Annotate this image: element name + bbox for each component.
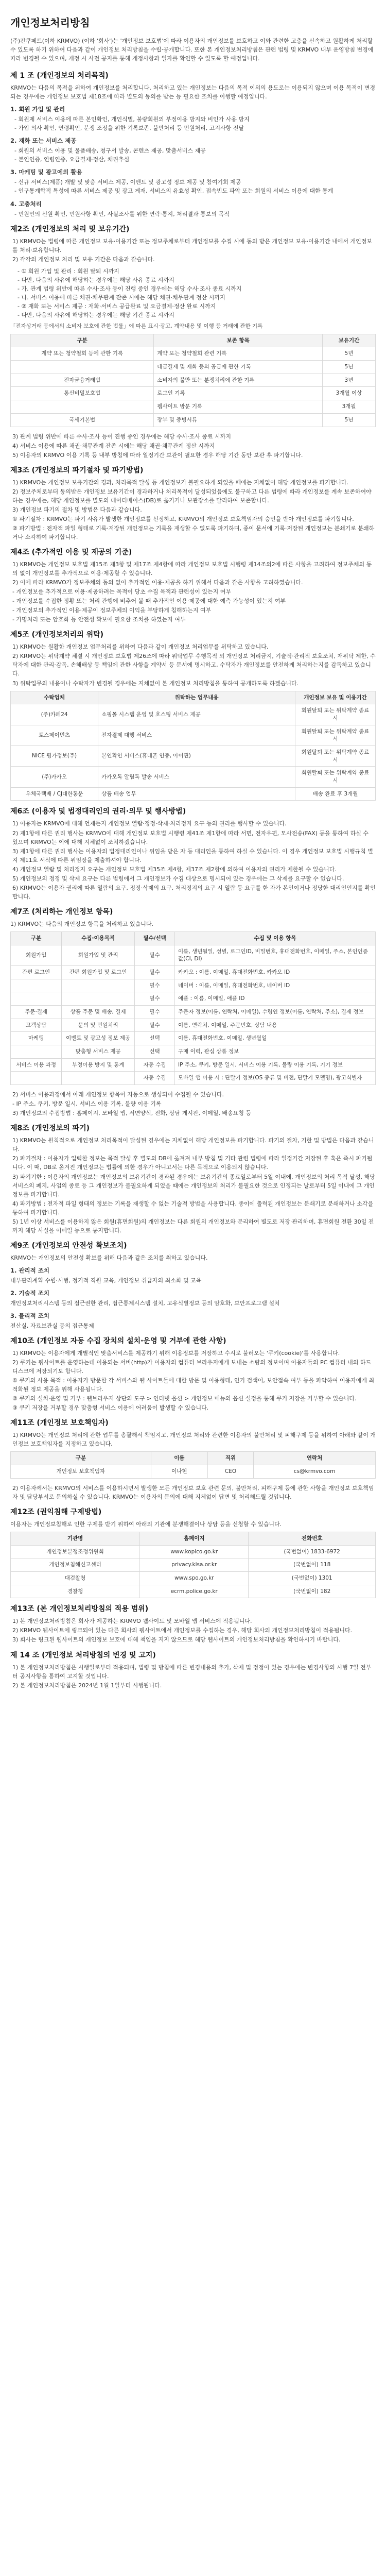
table-cell: privacy.kisa.or.kr [140,1558,249,1572]
table-cell [62,979,135,992]
table-row [11,347,376,361]
table-row [11,413,376,427]
table-cell: 회원가입 [11,945,62,965]
table-header: 이름 [151,1452,207,1465]
table-cell: 로그인 기록 [154,387,323,400]
table-row [11,704,376,725]
section-11 [10,1417,376,1501]
list-item: 1) 본 개인정보처리방침은 회사가 제공하는 KRMVO 웹사이트 및 모바일 앱 서비스에 적용됩니다. [12,1618,252,1625]
section-13 [10,1603,376,1644]
remedy-table [10,1532,376,1598]
table-cell: 필수 [135,945,175,965]
section-heading: 제3조 (개인정보의 파기절차 및 파기방법) [10,466,144,474]
table-cell: 카카오 : 이름, 이메일, 휴대전화번호, 카카오 ID [175,965,376,979]
table-cell: 웹사이트 방문 기록 [154,400,323,414]
table-cell: 3개월 이상 [322,387,375,400]
table-header: 개인정보 보유 및 이용기간 [295,691,376,704]
list-item: 2) 이용자께서는 KRMVO의 서비스를 이용하시면서 발생한 모든 개인정보 보호 관련 문의, 불만처리, 피해구제 등에 관한 사항을 개인정보 보호책임자 및 담당부서로 문의하실 수 있습니다. KRMVO는 이용자의 문의에 대해 지체없이 답변 및 처리해드릴 것입니다. [12,1484,374,1500]
section-4 [10,547,376,624]
list-item: 5) 이용자의 KRMVO 이용 기록 등 내부 방침에 따라 일정기간 보관이 필요한 경우 해당 기간 동안 보관 후 파기합니다. [12,451,303,459]
table-header: 구분 [11,931,62,945]
table-cell: 고객상담 [11,1019,62,1032]
list-item: 3) 개인정보의 수집방법 : 홈페이지, 모바일 앱, 서면양식, 전화, 상담 게시판, 이메일, 배송요청 등 [12,1110,251,1117]
change-list [10,1663,376,1690]
table-cell: 토스페이먼츠 [11,725,98,745]
section-heading: 제8조 (개인정보의 파기) [10,1124,90,1133]
table-cell: 대검찰청 [11,1572,140,1585]
table-cell: 이나현 [151,1465,207,1479]
table-header: 필수/선택 [135,931,175,945]
list-item: - 개인정보를 추가적으로 이용·제공하려는 목적이 당초 수집 목적과 관련성이 있는지 여부 [12,588,231,596]
safety-measure-title: 2. 기술적 조치 [10,1289,49,1297]
list-item: 3) 제1항에 따른 권리 행사는 이용자의 법정대리인이나 위임을 받은 자 등 대리인을 통하여 하실 수 있습니다. 이 경우 개인정보 보호법 시행규칙 별지 제11호 서식에 따른 위임장을 제출하셔야 합니다. [12,848,373,863]
table-cell [11,1045,62,1059]
outsourcing-table [10,691,376,801]
table-cell: 필수 [135,965,175,979]
list-item: 1) 이용자는 KRMVO에 대해 언제든지 개인정보 열람·정정·삭제·처리정지 요구 등의 권리를 행사할 수 있습니다. [12,820,287,827]
list-item: 2) 이에 따라 KRMVO가 정보주체의 동의 없이 추가적인 이용·제공을 하기 위해서 다음과 같은 사항을 고려하였습니다. [12,579,303,586]
table-cell: 장부 및 증빙서류 [154,413,323,427]
list-item: 1) KRMVO는 개인정보 처리에 관한 업무를 총괄해서 책임지고, 개인정보 처리와 관련한 이용자의 불만처리 및 피해구제 등을 위하여 아래와 같이 개인정보 보호책임자를 지정하고 있습니다. [12,1432,376,1448]
section-heading: 제11조 (개인정보 보호책임자) [10,1419,109,1428]
table-cell: 주문·결제 [11,1006,62,1019]
list-item: - ② 재화 또는 서비스 제공 : 재화·서비스 공급완료 및 요금결제·정산 완료 시까지 [17,302,376,311]
list-item: 2) 서비스 이용과정에서 아래 개인정보 항목이 자동으로 생성되어 수집될 수 있습니다. [12,1091,224,1098]
table-cell: 5년 [322,361,375,374]
list-item: 6) KRMVO는 이용자 권리에 따른 열람의 요구, 정정·삭제의 요구, 처리정지의 요구 시 열람 등 요구를 한 자가 본인이거나 정당한 대리인인지를 확인합니다. [12,884,376,900]
section-3 [10,465,376,541]
list-item: ① 쿠키의 사용 목적 : 이용자가 방문한 각 서비스와 웹 사이트들에 대한 방문 및 이용형태, 인기 검색어, 보안접속 여부 등을 파악하여 이용자에게 최적화된 정보 제공을 위해 사용됩니다. [12,1377,375,1393]
list-item: 3) 회사는 링크된 웹사이트의 개인정보 보호에 대해 책임을 지지 않으므로 해당 웹사이트의 개인정보처리방침을 확인하시기 바랍니다. [12,1636,341,1643]
list-item: ③ 쿠키 저장을 거부할 경우 맞춤형 서비스 이용에 어려움이 발생할 수 있습니다. [12,1404,209,1412]
table-cell: (국번없이) 1833-6972 [249,1545,376,1558]
list-item: 2) 본 개인정보처리방침은 2024년 1월 1일부터 시행됩니다. [12,1682,162,1689]
list-item: ② 파기방법 : 전자적 파일 형태로 기록·저장된 개인정보는 기록을 재생할 수 없도록 파기하며, 종이 문서에 기록·저장된 개인정보는 분쇄기로 분쇄하거나 소각하여 파기합니다. [12,524,375,540]
rights-list [10,819,376,901]
collected-after-list [10,1090,376,1117]
purpose-item [10,105,376,132]
table-cell: 간편 회원가입 및 로그인 [62,965,135,979]
table-cell: 맞춤형 서비스 제공 [62,1045,135,1059]
section-12 [10,1506,376,1598]
list-item: 2) KRMVO는 위탁계약 체결 시 개인정보 보호법 제26조에 따라 위탁업무 수행목적 외 개인정보 처리금지, 기술적·관리적 보호조치, 재위탁 제한, 수탁자에 대한 관리·감독, 손해배상 등 책임에 관한 사항을 계약서 등 문서에 명시하고, 수탁자가 개인정보를 안전하게 처리하는지를 감독하고 있습니다. [12,653,376,677]
table-cell: 3개월 [322,400,375,414]
officer-after-list [10,1484,376,1501]
list-item: 2) KRMVO 웹사이트에 링크되어 있는 다른 회사의 웹사이트에서 개인정보를 수집하는 경우, 해당 회사의 개인정보처리방침이 적용됩니다. [12,1627,353,1634]
table-cell: 상품 주문 및 배송, 결제 [62,1006,135,1019]
section-9 [10,1240,376,1330]
table-cell: 전자결제 대행 서비스 [98,725,295,745]
table-row [11,1058,376,1072]
table-cell: 쇼핑몰 시스템 운영 및 호스팅 서비스 제공 [98,704,295,725]
purpose-item-title: 2. 재화 또는 서비스 제공 [10,137,77,145]
table-cell: 이름, 휴대전화번호, 이메일, 생년월일 [175,1032,376,1045]
table-cell: 주문자 정보(이름, 연락처, 이메일), 수령인 정보(이름, 연락처, 주소), 결제 정보 [175,1006,376,1019]
table-cell: 본인확인 서비스(휴대폰 인증, 아이핀) [98,746,295,767]
page-title: 개인정보처리방침 [10,16,90,29]
table-cell [11,979,62,992]
list-item: 1) KRMVO는 법령에 따른 개인정보 보유·이용기간 또는 정보주체로부터 개인정보를 수집 시에 동의 받은 개인정보 보유·이용기간 내에서 개인정보를 처리·보유합니다. [12,238,372,253]
list-item: 1) KRMVO는 원활한 개인정보 업무처리를 위하여 다음과 같이 개인정보 처리업무를 위탁하고 있습니다. [12,643,269,651]
table-cell [11,992,62,1006]
table-cell: 대금결제 및 재화 등의 공급에 관한 기록 [154,361,323,374]
table-header: 전화번호 [249,1532,376,1545]
table-cell: 우체국택배 / CJ대한통운 [11,787,98,801]
section-2 [10,224,376,460]
table-row [11,746,376,767]
table-cell: 계약 또는 청약철회 등에 관한 기록 [11,347,154,361]
table-cell: 회원탈퇴 또는 위탁계약 종료 시 [295,725,376,745]
list-item: - 개인정보를 수집한 정황 또는 처리 관행에 비추어 볼 때 추가적인 이용·제공에 대한 예측 가능성이 있는지 여부 [12,598,286,605]
table-row [11,787,376,801]
list-item: 5) 1년 이상 서비스를 이용하지 않은 회원(휴면회원)의 개인정보는 다른 회원의 개인정보와 분리하여 별도로 저장·관리하며, 휴면회원 전환 30일 전까지 해당 사실을 이메일 등으로 통지합니다. [12,1218,374,1234]
list-item: 1) KRMVO는 개인정보 보유기간의 경과, 처리목적 달성 등 개인정보가 불필요하게 되었을 때에는 지체없이 해당 개인정보를 파기합니다. [12,479,348,486]
list-item: 3) 위탁업무의 내용이나 수탁자가 변경될 경우에는 지체없이 본 개인정보 처리방침을 통하여 공개하도록 하겠습니다. [12,680,299,687]
safety-measure [10,1289,376,1308]
list-item: 2) 파기절차 : 이용자가 입력한 정보는 목적 달성 후 별도의 DB에 옮겨져 내부 방침 및 기타 관련 법령에 따라 일정기간 저장된 후 혹은 즉시 파기됩니다. 이 때, DB로 옮겨진 개인정보는 법률에 의한 경우가 아니고서는 다른 목적으로 이용되지 않습니다. [12,1155,373,1171]
table-cell: 통신비밀보호법 [11,387,154,400]
purpose-item [10,137,376,164]
section-paragraph: KRMVO는 개인정보의 안전성 확보를 위해 다음과 같은 조치를 취하고 있습니다. [10,1254,208,1261]
table-cell: 부정이용 방지 및 통계 [62,1058,135,1072]
section-paragraph: 이용자는 개인정보침해로 인한 구제를 받기 위하여 아래의 기관에 분쟁해결이나 상담 등을 신청할 수 있습니다. [10,1520,282,1528]
table-cell: 필수 [135,979,175,992]
table-cell: 회원탈퇴 또는 위탁계약 종료 시 [295,767,376,787]
table-header: 보존 항목 [154,334,323,347]
table-cell [62,992,135,1006]
table-cell: 상품 배송 업무 [98,787,295,801]
purpose-item-lines [10,115,376,132]
table-header: 구분 [11,1452,151,1465]
list-item: 4) 개인정보 열람 및 처리정지 요구는 개인정보 보호법 제35조 제4항, 제37조 제2항에 의하여 이용자의 권리가 제한될 수 있습니다. [12,866,337,873]
section-heading: 제10조 (개인정보 자동 수집 장치의 설치·운영 및 거부에 관한 사항) [10,1337,226,1346]
section-heading: 제9조 (개인정보의 안전성 확보조치) [10,1241,127,1250]
table-cell: (국번없이) 118 [249,1558,376,1572]
collected-items-table [10,931,376,1085]
safety-measure-text: 내부관리계획 수립·시행, 정기적 직원 교육, 개인정보 취급자의 최소화 및 교육 [10,1277,202,1284]
section-heading: 제 1 조 (개인정보의 처리목적) [10,72,109,80]
list-item: 1) KRMVO는 개인정보 보호법 제15조 제3항 및 제17조 제4항에 따라 개인정보 보호법 시행령 제14조의2에 따른 사항을 고려하여 정보주체의 동의 없이 개인정보를 추가적으로 이용·제공할 수 있습니다. [12,561,372,577]
retention-list [10,237,376,264]
table-row [11,945,376,965]
list-item: 4) 파기방법 : 전자적 파일 형태의 정보는 기록을 재생할 수 없는 기술적 방법을 사용합니다. 종이에 출력된 개인정보는 분쇄기로 분쇄하거나 소각을 통하여 파기합니다. [12,1200,374,1216]
table-header: 보유기간 [322,334,375,347]
table-row [11,1585,376,1598]
list-item: - 회원의 서비스 이용 및 물품배송, 청구서 발송, 콘텐츠 제공, 맞춤서비스 제공 [14,146,376,155]
table-cell: (주)카페24 [11,704,98,725]
table-cell: 경찰청 [11,1585,140,1598]
table-cell: 카카오톡 알림톡 발송 서비스 [98,767,295,787]
table-row [11,1465,376,1479]
list-item: - IP 주소, 쿠키, 방문 일시, 서비스 이용 기록, 불량 이용 기록 [12,1100,162,1108]
cookie-list [10,1349,376,1412]
section-14 [10,1650,376,1690]
table-cell: 국세기본법 [11,413,154,427]
section-10 [10,1335,376,1412]
purpose-item [10,200,376,218]
list-item: 3) 파기기한 : 이용자의 개인정보는 개인정보의 보유기간이 경과된 경우에는 보유기간의 종료일로부터 5일 이내에, 개인정보의 처리 목적 달성, 해당 서비스의 폐지, 사업의 종료 등 그 개인정보가 불필요하게 되었을 때에는 개인정보의 처리가 불필요한 것으로 인정되는 날로부터 5일 이내에 그 개인정보를 파기합니다. [12,1173,375,1198]
list-item: 2) 제1항에 따른 권리 행사는 KRMVO에 대해 개인정보 보호법 시행령 제41조 제1항에 따라 서면, 전자우편, 모사전송(FAX) 등을 통하여 하실 수 있으며 KRMVO는 이에 대해 지체없이 조치하겠습니다. [12,829,369,845]
table-row [11,1045,376,1059]
intro-text: (주)칸쿠페트(이하 KRMVO) (이하 '회사')는 '개인정보 보호법'에 따라 이용자의 개인정보를 보호하고 이와 관련한 고충을 신속하고 원활하게 처리할 수 있도록 하기 위하여 다음과 같이 개인정보 처리방침을 수립·공개합니다. 또한 본 개인정보처리방침은 관련 법령 및 KRMVO 내부 운영방침 변경에 따라 변경될 수 있으며, 개정 시 사전 공지를 통해 개정사항과 일자를 확인할 수 있도록 할 예정입니다. [10,38,374,62]
table-cell: (주)카카오 [11,767,98,787]
table-row [11,767,376,787]
retention-table [10,334,376,427]
table-cell: IP 주소, 쿠키, 방문 일시, 서비스 이용 기록, 불량 이용 기록, 기기 정보 [175,1058,376,1072]
purpose-item-lines [10,210,376,218]
section-heading: 제6조 (이용자 및 법정대리인의 권리·의무 및 행사방법) [10,807,186,816]
table-row [11,1072,376,1085]
purpose-item-title: 4. 고충처리 [10,200,42,208]
list-item: - 인구통계학적 특성에 따른 서비스 제공 및 광고 게재, 서비스의 유효성 확인, 접속빈도 파악 또는 회원의 서비스 이용에 대한 통계 [14,187,376,195]
list-item: - 개인정보의 추가적인 이용·제공이 정보주체의 이익을 부당하게 침해하는지 여부 [12,607,212,614]
list-item: 1) 본 개인정보처리방침은 시행일로부터 적용되며, 법령 및 방침에 따른 변경내용의 추가, 삭제 및 정정이 있는 경우에는 변경사항의 시행 7일 전부터 공지사항을 통하여 고지할 것입니다. [12,1664,372,1680]
table-header: 구분 [11,334,154,347]
section-heading: 제 14 조 (개인정보 처리방침의 변경 및 고지) [10,1651,156,1659]
table-row [11,1006,376,1019]
purpose-item-title: 1. 회원 가입 및 관리 [10,106,65,113]
table-header: 수집 및 이용 항목 [175,931,376,945]
additional-use-list [10,560,376,624]
table-cell: 자동 수집 [135,1058,175,1072]
retention-sub-list [10,267,376,319]
table-cell: 3년 [322,374,375,387]
list-item: 1) KRMVO는 이용자에게 개별적인 맞춤서비스를 제공하기 위해 이용정보를 저장하고 수시로 불러오는 '쿠키(cookie)'를 사용합니다. [12,1350,340,1357]
table-cell [62,1072,135,1085]
table-cell: CEO [207,1465,253,1479]
safety-measure [10,1266,376,1285]
section-heading: 제4조 (추가적인 이용 및 제공의 기준) [10,548,132,557]
list-item: 5) 개인정보의 정정 및 삭제 요구는 다른 법령에서 그 개인정보가 수집 대상으로 명시되어 있는 경우에는 그 삭제를 요구할 수 없습니다. [12,875,344,882]
list-item: 1) KRMVO는 원칙적으로 개인정보 처리목적이 달성된 경우에는 지체없이 해당 개인정보를 파기합니다. 파기의 절차, 기한 및 방법은 다음과 같습니다. [12,1137,374,1153]
table-row [11,1032,376,1045]
destruction-list [10,478,376,541]
table-row [11,725,376,745]
section-paragraph: KRMVO는 다음의 목적을 위하여 개인정보를 처리합니다. 처리하고 있는 개인정보는 다음의 목적 이외의 용도로는 이용되지 않으며 이용 목적이 변경되는 경우에는 개인정보 보호법 제18조에 따라 별도의 동의를 받는 등 필요한 조치를 이행할 예정입니다. [10,84,375,100]
table-row [11,979,376,992]
table-caption: 「전자상거래 등에서의 소비자 보호에 관한 법률」에 따른 표시·광고, 계약내용 및 이행 등 거래에 관한 기록 [10,323,263,329]
table-cell: 구매 이력, 관심 상품 정보 [175,1045,376,1059]
table-cell: 선택 [135,1032,175,1045]
section-heading: 제2조 (개인정보의 처리 및 보유기간) [10,225,130,233]
table-row [11,1572,376,1585]
table-cell: (국번없이) 182 [249,1585,376,1598]
section-5 [10,629,376,801]
table-header: 수탁업체 [11,691,98,704]
table-cell: NICE 평가정보(주) [11,746,98,767]
table-cell: 마케팅 [11,1032,62,1045]
list-item: 2) 각각의 개인정보 처리 및 보유 기간은 다음과 같습니다. [12,256,155,263]
table-cell: (국번없이) 1301 [249,1572,376,1585]
purpose-item-lines [10,146,376,164]
outsourcing-list [10,642,376,687]
table-row [11,400,376,414]
officer-list [10,1431,376,1448]
table-cell: 네이버 : 이름, 이메일, 휴대전화번호, 네이버 ID [175,979,376,992]
purpose-item-lines [10,178,376,195]
section-8 [10,1123,376,1235]
table-cell: 필수 [135,992,175,1006]
destroy-list [10,1136,376,1235]
table-cell: www.spo.go.kr [140,1572,249,1585]
table-cell: 문의 및 민원처리 [62,1019,135,1032]
section-6 [10,806,376,901]
table-cell: 전자금융거래법 [11,374,154,387]
table-cell: 이벤트 및 광고성 정보 제공 [62,1032,135,1045]
purpose-item-title: 3. 마케팅 및 광고에의 활용 [10,168,82,176]
list-item: - 신규 서비스(제품) 개발 및 맞춤 서비스 제공, 이벤트 및 광고성 정보 제공 및 참여기회 제공 [14,178,376,187]
privacy-policy-page [10,0,376,1704]
purpose-list [10,105,376,218]
table-cell: www.kopico.go.kr [140,1545,249,1558]
table-cell: 자동 수집 [135,1072,175,1085]
table-header: 직위 [207,1452,253,1465]
list-item: ① 파기절차 : KRMVO는 파기 사유가 발생한 개인정보를 선정하고, KRMVO의 개인정보 보호책임자의 승인을 받아 개인정보를 파기합니다. [12,515,354,522]
table-cell: 5년 [322,413,375,427]
list-item: - 가명처리 또는 암호화 등 안전성 확보에 필요한 조치를 하였는지 여부 [12,616,186,623]
list-item: - 민원인의 신원 확인, 민원사항 확인, 사실조사를 위한 연락·통지, 처리결과 통보의 목적 [14,210,376,218]
table-header: 위탁하는 업무내용 [98,691,295,704]
purpose-item [10,168,376,195]
section-7 [10,906,376,1117]
section-heading: 제13조 (본 개인정보처리방침의 적용 범위) [10,1605,149,1614]
list-item: - 회원제 서비스 이용에 따른 본인확인, 개인식별, 불량회원의 부정이용 방지와 비인가 사용 방지 [14,115,376,124]
section-heading: 제12조 (권익침해 구제방법) [10,1507,102,1516]
list-item: 2) 쿠키는 웹사이트를 운영하는데 이용되는 서버(http)가 이용자의 컴퓨터 브라우저에게 보내는 소량의 정보이며 이용자들의 PC 컴퓨터 내의 하드디스크에 저장되기도 합니다. [12,1359,372,1375]
safety-measure-text: 개인정보처리시스템 등의 접근권한 관리, 접근통제시스템 설치, 고유식별정보 등의 암호화, 보안프로그램 설치 [10,1299,280,1307]
table-cell: 배송 완료 후 3개월 [295,787,376,801]
table-cell: 5년 [322,347,375,361]
table-cell: 개인정보분쟁조정위원회 [11,1545,140,1558]
table-cell: 간편 로그인 [11,965,62,979]
table-row [11,361,376,374]
list-item: - ① 회원 가입 및 관리 : 회원 탈퇴 시까지 [17,267,376,276]
table-row [11,374,376,387]
safety-measure [10,1312,376,1330]
table-cell: 이름, 연락처, 이메일, 주문번호, 상담 내용 [175,1019,376,1032]
table-row [11,992,376,1006]
table-cell: 회원탈퇴 또는 위탁계약 종료 시 [295,704,376,725]
table-row [11,387,376,400]
list-item: 3) 관계 법령 위반에 따른 수사·조사 등이 진행 중인 경우에는 해당 수사·조사 종료 시까지 [12,433,232,440]
list-item: - 나. 서비스 이용에 따른 채권·채무관계 잔존 시에는 해당 채권·채무관계 정산 시까지 [17,293,376,302]
table-header: 연락처 [254,1452,376,1465]
table-cell: 필수 [135,1019,175,1032]
table-cell: 회원가입 및 관리 [62,945,135,965]
table-row [11,1545,376,1558]
section-1 [10,70,376,218]
table-cell: 모바일 앱 이용 시 : 단말기 정보(OS 종류 및 버전, 단말기 모델명), 광고식별자 [175,1072,376,1085]
table-header: 홈페이지 [140,1532,249,1545]
list-item: - 가. 관계 법령 위반에 따른 수사·조사 등이 진행 중인 경우에는 해당 수사·조사 종료 시까지 [17,284,376,293]
table-cell: 개인정보 보호책임자 [11,1465,151,1479]
section-heading: 제7조 (처리하는 개인정보 항목) [10,907,113,916]
list-item: - 다만, 다음의 사유에 해당하는 경우에는 해당 기간 종료 시까지 [17,311,376,319]
list-item: - 본인인증, 연령인증, 요금결제·정산, 채권추심 [14,155,376,164]
table-row [11,1019,376,1032]
table-cell [11,1072,62,1085]
table-header: 기관명 [11,1532,140,1545]
table-cell: 소비자의 불만 또는 분쟁처리에 관한 기록 [154,374,323,387]
table-cell: cs@krmvo.com [254,1465,376,1479]
list-item: 4) 서비스 이용에 따른 채권·채무관계 잔존 시에는 해당 채권·채무관계 정산 시까지 [12,442,215,449]
table-cell [11,361,154,374]
officer-table [10,1451,376,1478]
table-cell: 필수 [135,1006,175,1019]
table-cell: 선택 [135,1045,175,1059]
safety-measure-text: 전산실, 자료보관실 등의 접근통제 [10,1322,94,1329]
safety-measure-title: 1. 관리적 조치 [10,1266,49,1274]
list-item: ② 쿠키의 설치·운영 및 거부 : 웹브라우저 상단의 도구 > 인터넷 옵션 > 개인정보 메뉴의 옵션 설정을 통해 쿠키 저장을 거부할 수 있습니다. [12,1395,357,1402]
table-cell: 회원탈퇴 또는 위탁계약 종료 시 [295,746,376,767]
table-cell: 이름, 생년월일, 성별, 로그인ID, 비밀번호, 휴대전화번호, 이메일, 주소, 본인인증값(CI, DI) [175,945,376,965]
list-item: - 가입 의사 확인, 연령확인, 분쟁 조정을 위한 기록보존, 불만처리 등 민원처리, 고지사항 전달 [14,124,376,132]
table-cell: 애플 : 이름, 이메일, 애플 ID [175,992,376,1006]
table-row [11,1558,376,1572]
list-item: - 다만, 다음의 사유에 해당하는 경우에는 해당 사유 종료 시까지 [17,276,376,284]
section-heading: 제5조 (개인정보처리의 위탁) [10,631,104,639]
safety-measure-title: 3. 물리적 조치 [10,1312,49,1319]
table-cell: 개인정보침해신고센터 [11,1558,140,1572]
scope-list [10,1617,376,1644]
table-cell: 서비스 이용 과정 [11,1058,62,1072]
table-cell: ecrm.police.go.kr [140,1585,249,1598]
table-header: 수집·이용목적 [62,931,135,945]
table-row [11,965,376,979]
list-item: 2) 정보주체로부터 동의받은 개인정보 보유기간이 경과하거나 처리목적이 달성되었음에도 불구하고 다른 법령에 따라 개인정보를 계속 보존하여야 하는 경우에는, 해당 개인정보를 별도의 데이터베이스(DB)로 옮기거나 보관장소를 달리하여 보존합니다. [12,488,372,504]
section-paragraph: 1) KRMVO는 다음의 개인정보 항목을 처리하고 있습니다. [10,920,153,927]
list-item: 3) 개인정보 파기의 절차 및 방법은 다음과 같습니다. [12,506,142,513]
table-cell [11,400,154,414]
retention-after-list [10,432,376,460]
table-cell: 계약 또는 청약철회 관련 기록 [154,347,323,361]
